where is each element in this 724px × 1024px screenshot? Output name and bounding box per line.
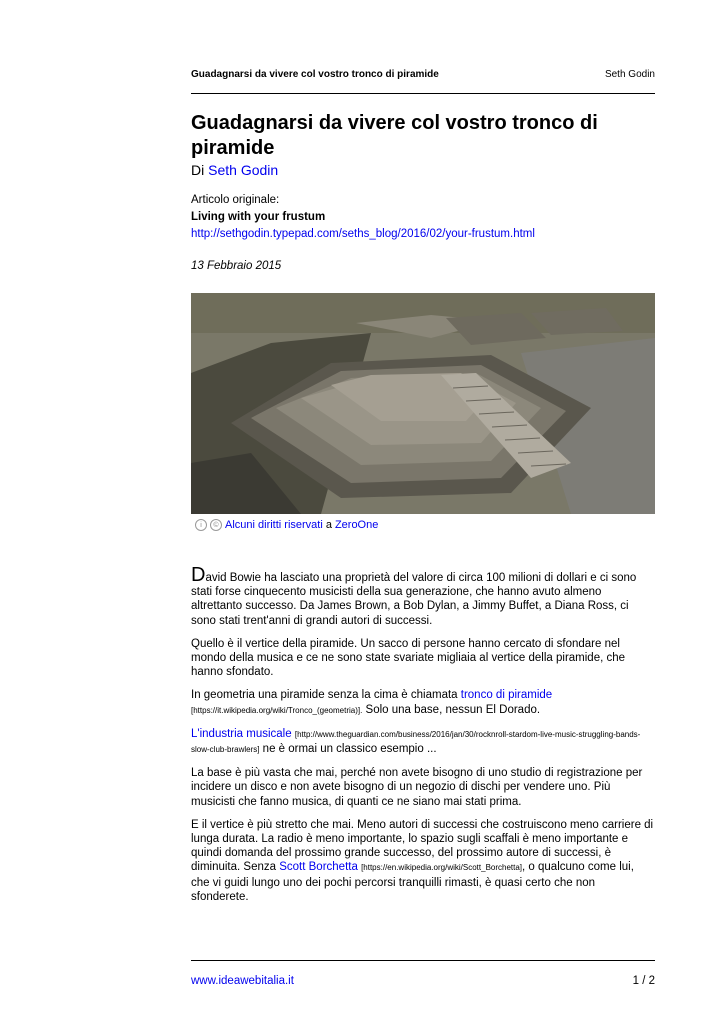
- credit-separator: a: [325, 519, 332, 531]
- rights-link[interactable]: Alcuni diritti riservati: [225, 519, 323, 531]
- paragraph-3: [191, 688, 655, 717]
- image-credit: [195, 519, 378, 531]
- header-divider: [191, 93, 655, 94]
- original-article-info: [191, 192, 655, 243]
- tronco-url: [https://it.wikipedia.org/wiki/Tronco_(geometria)].: [191, 705, 363, 715]
- original-title: Living with your frustum: [191, 211, 326, 223]
- pyramid-photo: [191, 293, 655, 514]
- p3-text-a: In geometria una piramide senza la cima è chiamata: [191, 689, 458, 702]
- footer-site-link[interactable]: www.ideawebitalia.it: [191, 975, 294, 987]
- footer-divider: [191, 960, 655, 961]
- page-number: 1 / 2: [632, 975, 655, 987]
- paragraph-5: La base è più vasta che mai, perché non avete bisogno di uno studio di registrazione per incidere un disco e non avete bisogno di un negozio di dischi per vendere uno. Più musicisti che fanno musica, di quanti ce ne siano mai stati prima.: [191, 767, 643, 808]
- header-title: Guadagnarsi da vivere col vostro tronco di piramide: [191, 69, 439, 80]
- header-author: Seth Godin: [604, 69, 655, 80]
- guardian-url: [http://www.theguardian.com/business/2016/jan/30/rocknroll-stardom-live-music-struggling-bands-slow-club-brawlers]: [191, 729, 641, 755]
- photographer-link[interactable]: ZeroOne: [334, 519, 379, 531]
- paragraph-1-text: avid Bowie ha lasciato una proprietà del valore di circa 100 milioni di dollari e ci sono stati forse cinquecento musicisti della sua generazione, che hanno avuto almeno altrettanto successo. Da James Brown, a Bob Dylan, a Jimmy Buffet, a Diana Ross, ci sono stati trent'anni di grandi autori di successi.: [191, 572, 637, 627]
- article-title: Guadagnarsi da vivere col vostro tronco di piramide: [191, 112, 598, 159]
- article-body: [191, 564, 655, 913]
- industria-musicale-link[interactable]: L'industria musicale: [191, 727, 292, 740]
- original-url-link[interactable]: http://sethgodin.typepad.com/seths_blog/2016/02/your-frustum.html: [191, 228, 535, 240]
- byline-prefix: Di: [191, 162, 205, 178]
- byline: [191, 162, 278, 178]
- borchetta-link[interactable]: Scott Borchetta: [279, 861, 358, 874]
- p6-text-a: E il vertice è più stretto che mai. Meno autori di successi che costruiscono meno carriere di lunga durata. La radio è meno importante, lo spazio sugli scaffali è meno importante e quindi domanda del prossimo grande successo, del prossimo autore di successi, è diminuita. Senza: [191, 818, 654, 874]
- original-label: Articolo originale:: [191, 194, 280, 206]
- p6-text-b: , o qualcuno come lui, che vi guidi lungo uno dei pochi percorsi tranquilli rimasti, è quasi certo che non sfonderete.: [191, 861, 634, 903]
- cc-info-icon: i: [195, 519, 207, 531]
- cc-license-icon: ©: [210, 519, 222, 531]
- paragraph-1: [191, 564, 655, 628]
- paragraph-6: [191, 818, 655, 904]
- borchetta-url: [https://en.wikipedia.org/wiki/Scott_Borchetta]: [361, 863, 523, 873]
- p4-text-b: ne è ormai un classico esempio ...: [262, 743, 437, 756]
- drop-cap: D: [191, 564, 206, 586]
- tronco-link[interactable]: tronco di piramide: [460, 689, 553, 702]
- article-date: 13 Febbraio 2015: [191, 260, 282, 272]
- author-link[interactable]: Seth Godin: [208, 162, 279, 178]
- p3-text-b: Solo una base, nessun El Dorado.: [365, 703, 541, 716]
- paragraph-4: [191, 727, 655, 757]
- paragraph-2: Quello è il vertice della piramide. Un sacco di persone hanno cercato di sfondare nel mondo della musica e ce ne sono state svariate migliaia al vertice della piramide, che hanno sfondato.: [191, 637, 626, 679]
